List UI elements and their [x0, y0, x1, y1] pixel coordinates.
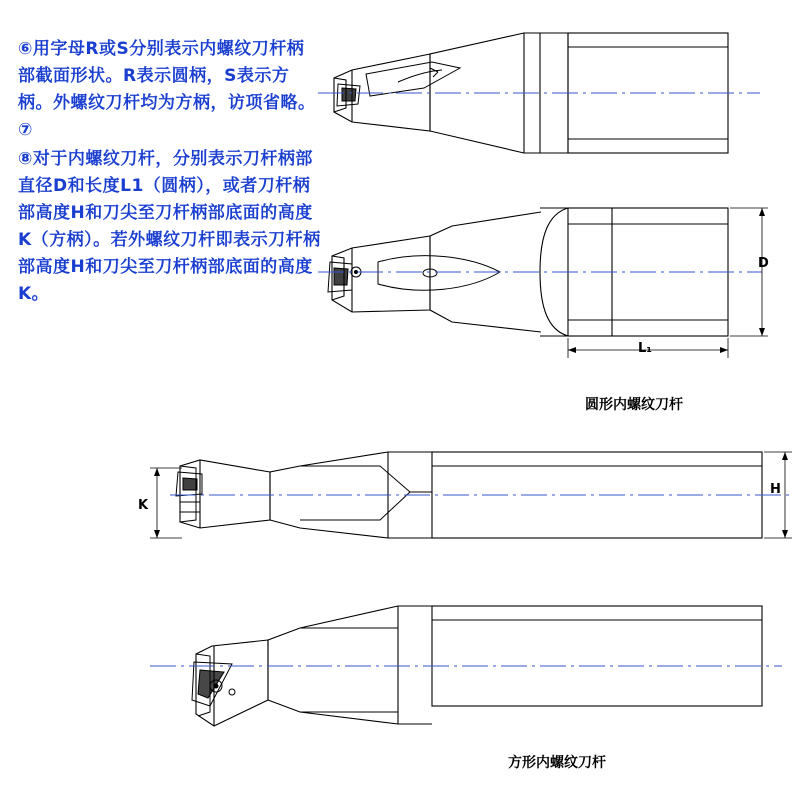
- dimension-label-K: K: [138, 498, 149, 513]
- caption-square-shank: 方形内螺纹刀杆: [508, 755, 606, 771]
- note-paragraph-6: ⑥用字母R或S分别表示内螺纹刀杆柄部截面形状。R表示圆柄，S表示方柄。外螺纹刀杆均为方柄，访项省略。⑦: [18, 39, 316, 140]
- dimension-label-L1: L₁: [638, 341, 652, 356]
- caption-round-shank: 圆形内螺纹刀杆: [585, 397, 683, 413]
- dimension-label-H: H: [770, 482, 781, 497]
- figure-square-shank-side: [150, 452, 792, 538]
- figure-round-shank-top: [318, 33, 760, 153]
- note-paragraph-8: ⑧对于内螺纹刀杆，分别表示刀杆柄部直径D和长度L1（圆柄），或者刀杆柄部高度H和刀尖至刀杆柄部底面的高度K（方柄）。若外螺纹刀杆即表示刀杆柄部高度H和刀尖至刀杆柄部底面的高度K。: [18, 149, 321, 304]
- figure-square-shank-bottom: [150, 606, 782, 726]
- dimension-label-D: D: [758, 256, 769, 271]
- figure-round-shank-side: [318, 208, 768, 358]
